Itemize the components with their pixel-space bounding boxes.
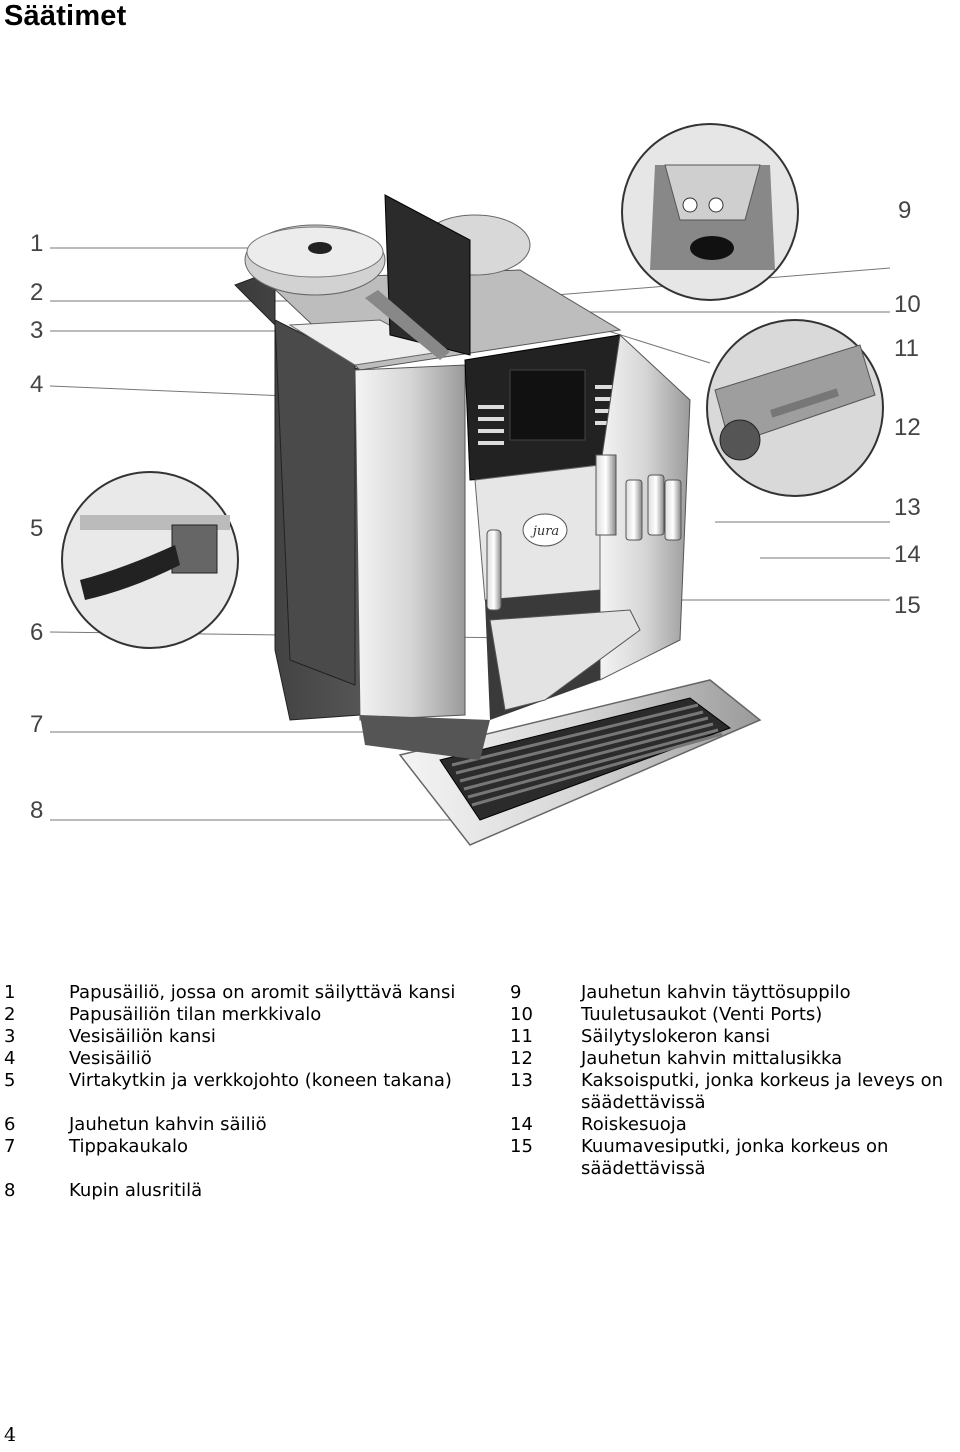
legend-num: 13 bbox=[510, 1070, 533, 1091]
legend-item bbox=[510, 982, 960, 1004]
page-number: 4 bbox=[4, 1424, 17, 1446]
inset-funnel bbox=[622, 124, 798, 300]
legend-text: Roiskesuoja bbox=[581, 1114, 687, 1135]
callout-2: 2 bbox=[30, 279, 44, 306]
callout-12: 12 bbox=[894, 414, 921, 441]
diagram-svg bbox=[0, 120, 960, 880]
legend-item bbox=[4, 1048, 494, 1070]
inset-storage-compartment bbox=[707, 320, 883, 496]
legend-text: Papusäiliön tilan merkkivalo bbox=[69, 1004, 322, 1025]
legend-num: 15 bbox=[510, 1136, 533, 1157]
legend-text: Tippakaukalo bbox=[69, 1136, 189, 1157]
right-callouts bbox=[894, 197, 921, 619]
callout-10: 10 bbox=[894, 291, 921, 318]
legend-item bbox=[4, 1004, 494, 1026]
legend-num: 1 bbox=[4, 982, 16, 1003]
callout-9: 9 bbox=[898, 197, 912, 224]
callout-8: 8 bbox=[30, 797, 44, 824]
legend-text: Jauhetun kahvin mittalusikka bbox=[581, 1048, 843, 1069]
brand-logo: jura bbox=[532, 524, 560, 539]
legend-item bbox=[510, 1114, 960, 1136]
left-callouts bbox=[30, 230, 43, 824]
legend-item bbox=[4, 1136, 494, 1180]
callout-5: 5 bbox=[30, 515, 44, 542]
callout-13: 13 bbox=[894, 494, 921, 521]
legend-item bbox=[4, 1114, 494, 1136]
legend-item bbox=[510, 1004, 960, 1026]
legend-text: Jauhetun kahvin täyttösuppilo bbox=[581, 982, 851, 1003]
legend-num: 3 bbox=[4, 1026, 16, 1047]
legend-text: Vesisäiliö bbox=[69, 1048, 152, 1069]
legend-text: Tuuletusaukot (Venti Ports) bbox=[581, 1004, 823, 1025]
legend-right bbox=[510, 982, 960, 1182]
legend-num: 5 bbox=[4, 1070, 16, 1091]
page-title: Säätimet bbox=[4, 0, 127, 32]
legend-item bbox=[4, 982, 494, 1004]
legend-num: 11 bbox=[510, 1026, 533, 1047]
legend-num: 6 bbox=[4, 1114, 16, 1135]
legend-item bbox=[4, 1180, 494, 1202]
legend-text: Jauhetun kahvin säiliö bbox=[69, 1114, 267, 1135]
callout-14: 14 bbox=[894, 541, 921, 568]
legend-num: 10 bbox=[510, 1004, 533, 1025]
legend-item bbox=[4, 1026, 494, 1048]
callout-11: 11 bbox=[894, 335, 919, 362]
coffee-machine-diagram bbox=[0, 120, 960, 880]
legend-text: Papusäiliö, jossa on aromit säilyttävä kansi bbox=[69, 982, 456, 1003]
legend-num: 12 bbox=[510, 1048, 533, 1069]
legend-text: Kuumavesiputki, jonka korkeus on säädettävissä bbox=[581, 1136, 889, 1180]
legend-num: 9 bbox=[510, 982, 522, 1003]
legend-text: Vesisäiliön kansi bbox=[69, 1026, 216, 1047]
callout-6: 6 bbox=[30, 619, 44, 646]
legend-text: Kupin alusritilä bbox=[69, 1180, 203, 1201]
legend-item bbox=[510, 1026, 960, 1048]
callout-4: 4 bbox=[30, 371, 44, 398]
legend-num: 7 bbox=[4, 1136, 16, 1157]
legend-text: Kaksoisputki, jonka korkeus ja leveys on säädettävissä bbox=[581, 1070, 944, 1114]
legend-num: 14 bbox=[510, 1114, 533, 1135]
legend-left bbox=[4, 982, 494, 1212]
legend-item bbox=[510, 1136, 960, 1180]
callout-15: 15 bbox=[894, 592, 921, 619]
legend-num: 4 bbox=[4, 1048, 16, 1069]
legend-text: Säilytyslokeron kansi bbox=[581, 1026, 771, 1047]
legend-num: 2 bbox=[4, 1004, 16, 1025]
callout-3: 3 bbox=[30, 317, 44, 344]
legend-num: 8 bbox=[4, 1180, 16, 1201]
callout-1: 1 bbox=[30, 230, 44, 257]
legend-item bbox=[510, 1070, 960, 1114]
callout-7: 7 bbox=[30, 711, 44, 738]
legend-item bbox=[510, 1048, 960, 1070]
legend-item bbox=[4, 1070, 494, 1114]
inset-power-switch bbox=[62, 472, 238, 648]
machine-body bbox=[235, 195, 690, 760]
legend-text: Virtakytkin ja verkkojohto (koneen takana) bbox=[69, 1070, 452, 1091]
